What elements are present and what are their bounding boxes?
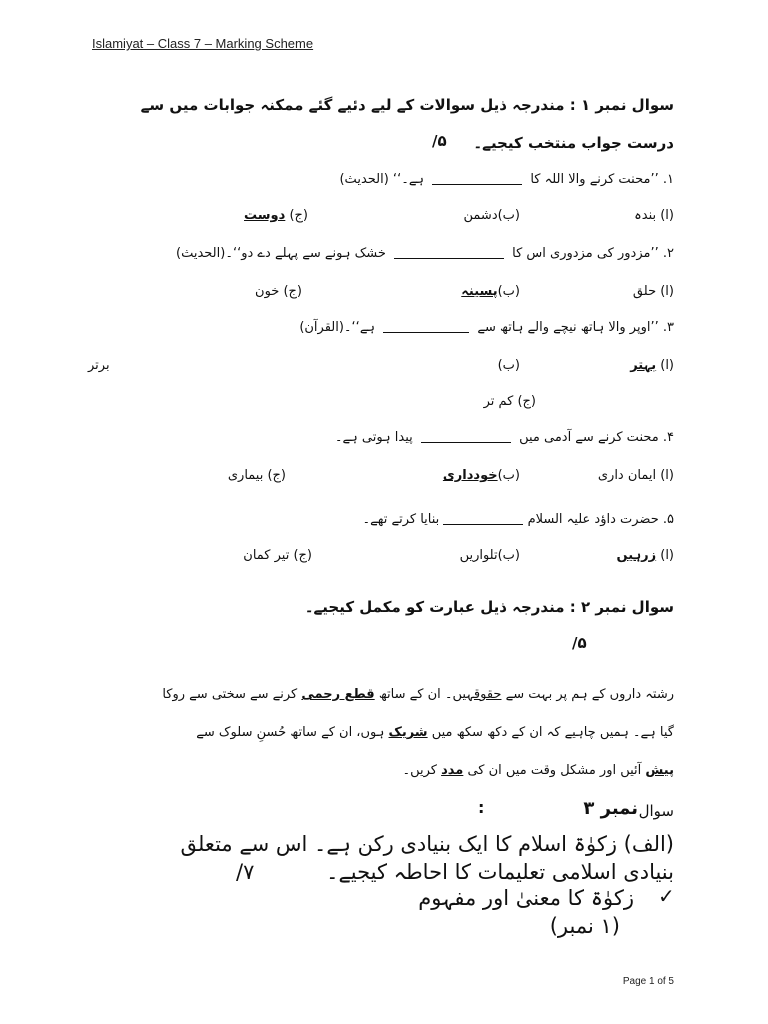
q1-item-5 [362, 512, 674, 527]
q1-item-1-option-a: (ا) بندہ [634, 208, 674, 223]
q1-item-1-option-c: (ج) دوست [244, 208, 308, 223]
fill-answer: شریک [388, 725, 428, 740]
q1-item-3-option-c: (ج) کم تر [483, 394, 536, 409]
item-suffix: ہے۔‘‘ (الحدیث) [339, 172, 425, 187]
q1-item-4-option-a: (ا) ایمان داری [597, 468, 674, 483]
item-number: ۵. [662, 512, 674, 527]
q1-item-4-option-c: (ج) بیماری [227, 468, 286, 483]
item-prefix: ’’محنت کرنے والا اللہ کا [530, 172, 659, 187]
q1-item-5-option-b: (ب)تلواریں [459, 548, 520, 563]
fill-answer: قطع رحمی [301, 687, 375, 702]
item-suffix: ہے‘‘۔(القرآن) [299, 320, 376, 335]
item-prefix: ’’مزدور کی مزدوری اس کا [512, 246, 659, 261]
checkmark-icon: ✓ [658, 884, 675, 908]
correct-answer: دوست [244, 208, 286, 223]
q1-item-4 [335, 430, 674, 445]
q1-item-1-option-b: (ب)دشمن [463, 208, 520, 223]
page-number: Page 1 of 5 [622, 976, 674, 987]
q1-item-3-option-a: (ا) بہتر [630, 358, 674, 373]
q3-number: نمبر ۳ [583, 798, 638, 819]
q2-paragraph-line3: پیش آئیں اور مشکل وقت میں ان کی مدد کریں۔ [402, 763, 674, 778]
q1-title-line1: سوال نمبر ۱ : مندرجہ ذیل سوالات کے لیے دئیے گئے ممکنہ جوابات میں سے [140, 96, 674, 114]
q1-item-3 [299, 320, 674, 335]
q1-item-5-option-a: (ا) زرہیں [616, 548, 674, 563]
document-header: Islamiyat – Class 7 – Marking Scheme [92, 36, 314, 51]
q2-paragraph-line2: گیا ہے۔ ہمیں چاہیے کہ ان کے دکھ سکھ میں شریک ہوں، ان کے ساتھ حُسنِ سلوک سے [196, 725, 674, 740]
q1-marks: /۵ [432, 132, 447, 150]
item-number: ۲. [662, 246, 674, 261]
q1-item-5-option-c: (ج) تیر کمان [243, 548, 312, 563]
q3-line1: (الف) زکوٰۃ اسلام کا ایک بنیادی رکن ہے۔ اس سے متعلق [180, 832, 674, 856]
item-prefix: ’’اوپر والا ہاتھ نیچے والے ہاتھ سے [477, 320, 659, 335]
correct-answer: بہتر [630, 358, 657, 373]
q2-marks: /۵ [572, 634, 587, 652]
answer-blank [394, 248, 504, 259]
q3-sub-point: زکوٰۃ کا معنیٰ اور مفہوم [418, 886, 634, 910]
answer-blank [443, 514, 523, 525]
item-suffix: پیدا ہوتی ہے۔ [334, 430, 413, 445]
q1-item-2-option-c: (ج) خون [255, 284, 302, 299]
q1-item-2-option-a: (ا) حلق [632, 284, 674, 299]
q3-marks: /۷ [236, 860, 255, 884]
fill-answer: حقوق [473, 687, 502, 702]
q1-item-4-option-b: (ب)خودداری [442, 468, 520, 483]
correct-answer: زرہیں [616, 548, 657, 563]
answer-blank [383, 322, 469, 333]
q1-item-3-option-b: (ب) [497, 358, 520, 373]
item-number: ۴. [662, 430, 674, 445]
q1-item-3-option-b-text: برتر [88, 358, 110, 373]
q1-item-1 [339, 172, 674, 187]
correct-answer: پسینہ [461, 284, 498, 299]
q1-item-2-option-b: (ب)پسینہ [461, 284, 520, 299]
q2-paragraph-line1: رشتہ داروں کے ہم پر بہت سے حقوقہیں۔ ان کے ساتھ قطع رحمی کرنے سے سختی سے روکا [162, 687, 674, 702]
q3-label: سوال [638, 802, 674, 820]
q3-line2: بنیادی اسلامی تعلیمات کا احاطہ کیجیے۔ [326, 860, 674, 884]
item-number: ۳. [662, 320, 674, 335]
fill-answer: پیش [645, 763, 674, 778]
q2-title: سوال نمبر ۲ : مندرجہ ذیل عبارت کو مکمل کیجیے۔ [304, 598, 674, 616]
correct-answer: خودداری [442, 468, 498, 483]
item-prefix: محنت کرنے سے آدمی میں [519, 430, 659, 445]
q3-sub-marks: (۱ نمبر) [549, 914, 620, 938]
item-number: ۱. [662, 172, 674, 187]
item-suffix: خشک ہونے سے پہلے دے دو‘‘۔(الحدیث) [176, 246, 386, 261]
q3-colon: : [478, 798, 485, 817]
answer-blank [432, 174, 522, 185]
q1-title-line2: درست جواب منتخب کیجیے۔ [473, 134, 674, 152]
item-prefix: حضرت داؤد علیہ السلام [527, 512, 659, 527]
fill-answer: مدد [441, 763, 464, 778]
answer-blank [421, 432, 511, 443]
q1-item-2 [176, 246, 674, 261]
item-suffix: بنایا کرتے تھے۔ [362, 512, 440, 527]
